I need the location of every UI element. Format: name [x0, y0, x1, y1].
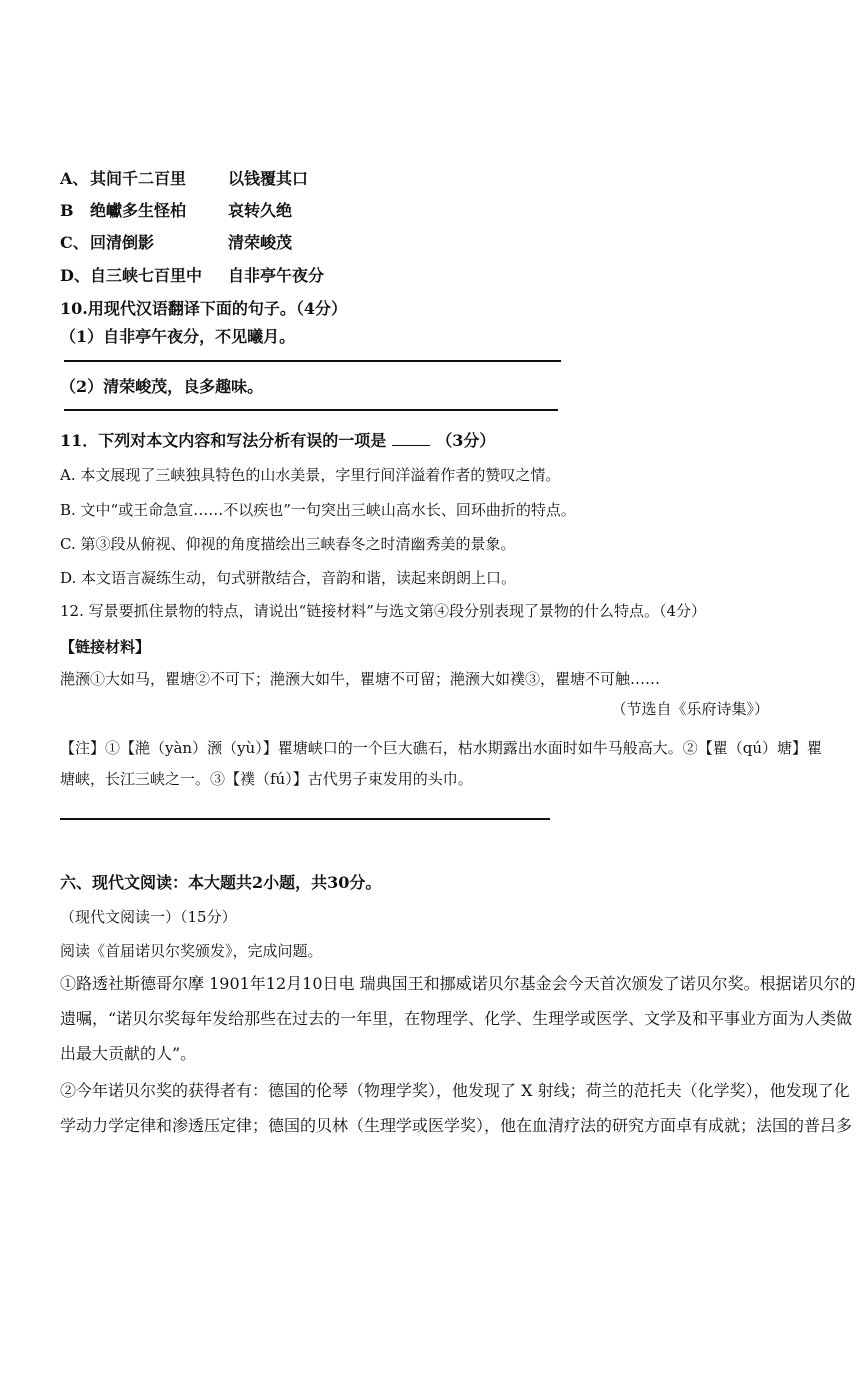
option-left-text: 其间千二百里	[90, 169, 187, 188]
passage-paragraph-2-line-2: 学动力学定律和渗透压定律；德国的贝林（生理学或医学奖），他在血清疗法的研究方面卓有成就；法国的普吕多	[60, 1116, 853, 1135]
option-d	[60, 265, 324, 287]
option-left-text: 绝巘多生怪柏	[90, 201, 187, 220]
passage-paragraph-1-line-1: ①路透社斯德哥尔摩 1901年12月10日电 瑞典国王和挪威诺贝尔基金会今天首次颁发了诺贝尔奖。根据诺贝尔的	[60, 974, 856, 993]
passage-paragraph-2-line-1: ②今年诺贝尔奖的获得者有：德国的伦琴（物理学奖），他发现了 X 射线；荷兰的范托夫（化学奖），他发现了化	[60, 1081, 850, 1100]
question-10-title: 10.用现代汉语翻译下面的句子。（4分）	[60, 299, 347, 318]
option-left-text: 自三峡七百里中	[90, 266, 203, 285]
note-line-1: 【注】①【滟（yàn）滪（yù）】瞿塘峡口的一个巨大礁石，枯水期露出水面时如牛马般高大。②【瞿（qú）塘】瞿	[60, 739, 822, 757]
question-12-title: 12. 写景要抓住景物的特点，请说出“链接材料”与选文第④段分别表现了景物的什么特点。（4分）	[60, 602, 707, 620]
question-11-option-c: C. 第③段从俯视、仰视的角度描绘出三峡春冬之时清幽秀美的景象。	[60, 535, 516, 553]
question-11-option-a: A. 本文展现了三峡独具特色的山水美景，字里行间洋溢着作者的赞叹之情。	[60, 466, 561, 484]
answer-line	[64, 409, 558, 411]
option-left-text: 回清倒影	[90, 233, 155, 252]
option-right-text: 哀转久绝	[228, 201, 293, 220]
section-6-heading: 六、现代文阅读：本大题共2小题，共30分。	[60, 873, 382, 892]
answer-line	[64, 360, 561, 362]
question-11-score: （3分）	[436, 431, 496, 450]
answer-line	[60, 818, 550, 820]
link-material-heading: 【链接材料】	[60, 638, 151, 656]
link-material-text: 滟滪①大如马，瞿塘②不可下；滟滪大如牛，瞿塘不可留；滟滪大如襆③，瞿塘不可触……	[60, 670, 661, 688]
passage-paragraph-1-line-3: 出最大贡献的人”。	[60, 1044, 197, 1063]
option-a	[60, 168, 308, 190]
section-6-subheading: （现代文阅读一）（15分）	[60, 908, 237, 926]
answer-blank[interactable]	[392, 431, 430, 446]
question-11-option-d: D. 本文语言凝练生动，句式骈散结合，音韵和谐，读起来朗朗上口。	[60, 569, 517, 587]
reading-intro: 阅读《首届诺贝尔奖颁发》，完成问题。	[60, 942, 323, 960]
option-right-text: 清荣峻茂	[228, 233, 293, 252]
option-b	[60, 200, 292, 222]
question-10-sentence-1: （1）自非亭午夜分，不见曦月。	[60, 327, 296, 346]
option-right-text: 自非亭午夜分	[228, 266, 325, 285]
link-material-source: （节选自《乐府诗集》）	[611, 700, 769, 718]
option-letter: B	[60, 201, 74, 220]
question-10-sentence-2: （2）清荣峻茂，良多趣味。	[60, 377, 264, 396]
option-right-text: 以钱覆其口	[228, 169, 309, 188]
note-line-2: 塘峡，长江三峡之一。③【襆（fú）】古代男子束发用的头巾。	[60, 770, 473, 788]
question-11-title	[60, 430, 495, 452]
option-letter: A、	[60, 169, 89, 188]
question-11-option-b: B. 文中“或王命急宣……不以疾也”一句突出三峡山高水长、回环曲折的特点。	[60, 501, 576, 519]
option-c	[60, 232, 292, 254]
passage-paragraph-1-line-2: 遗嘱，“诺贝尔奖每年发给那些在过去的一年里，在物理学、化学、生理学或医学、文学及和平事业方面为人类做	[60, 1009, 853, 1028]
option-letter: D、	[60, 266, 90, 285]
question-11-text: 11．下列对本文内容和写法分析有误的一项是	[60, 431, 387, 450]
option-letter: C、	[60, 233, 89, 252]
